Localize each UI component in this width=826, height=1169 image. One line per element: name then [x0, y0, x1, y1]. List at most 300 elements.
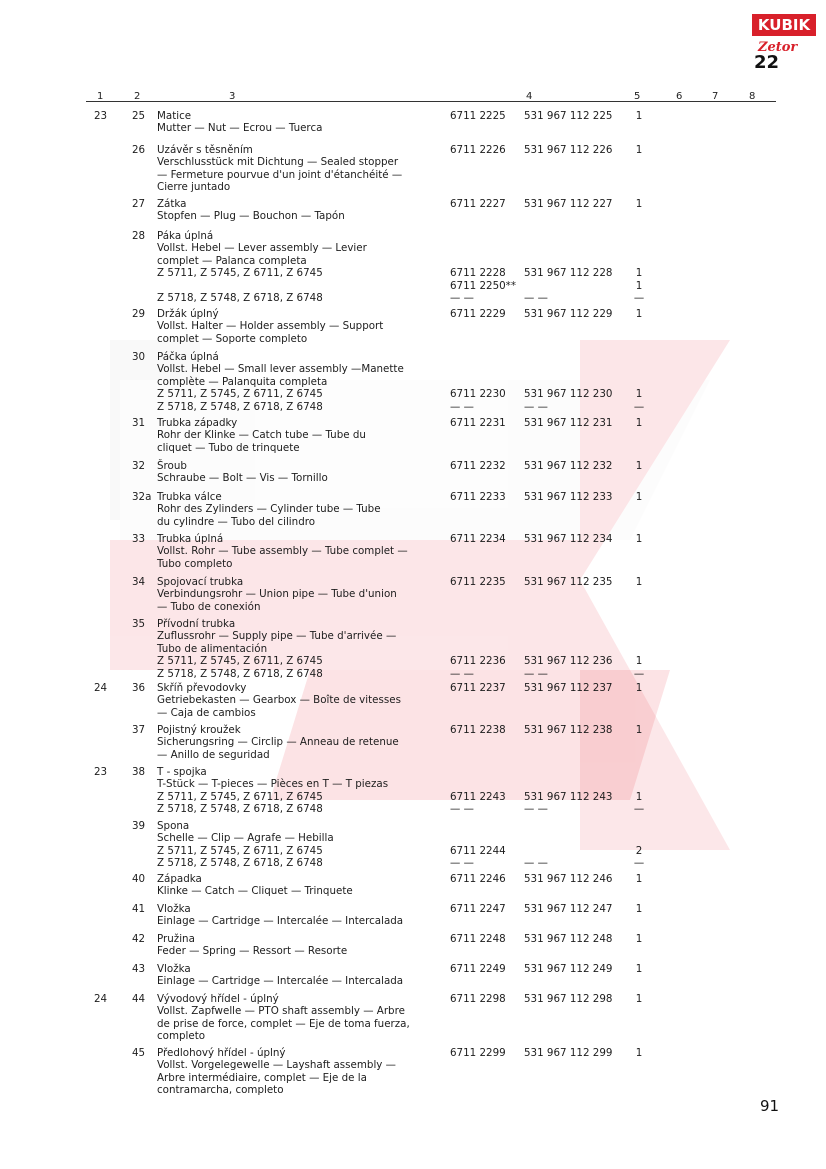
part-number-column	[524, 1047, 616, 1059]
part-number	[524, 376, 616, 388]
catalog-number: 6711 2234	[450, 533, 506, 545]
catalog-number	[450, 618, 514, 630]
catalog-number	[450, 832, 514, 844]
quantity	[631, 820, 647, 832]
part-description	[157, 576, 447, 613]
description-line: T-Stück — T-pieces — Pièces en T — T piezas	[157, 778, 389, 791]
catalog-number: 6711 2243	[450, 790, 506, 803]
catalog-number	[450, 820, 514, 832]
catalog-number	[450, 630, 514, 642]
description-line: Vollst. Zapfwelle — PTO shaft assembly — Arbre	[157, 1005, 405, 1018]
description-line: Tubo de alimentación	[157, 642, 268, 655]
catalog-number: 6711 2233	[450, 491, 506, 503]
description-line: du cylindre — Tubo del cilindro	[157, 515, 316, 528]
description-line: completo	[157, 1030, 206, 1043]
catalog-number-column	[450, 618, 514, 680]
catalog-number: 6711 2250**	[450, 279, 516, 292]
part-number: 531 967 112 235	[524, 576, 613, 588]
description-line: cliquet — Tubo de trinquete	[157, 441, 300, 454]
part-number-column	[524, 144, 616, 156]
quantity: 1	[635, 491, 643, 503]
position-number: 32	[132, 460, 146, 472]
description-line: Z 5711, Z 5745, Z 6711, Z 6745	[157, 388, 323, 401]
logo-wordmark: KUBIK	[752, 14, 816, 36]
quantity-column	[631, 351, 647, 413]
column-header-6: 6	[676, 91, 683, 102]
quantity-column	[631, 491, 647, 503]
description-line: Z 5718, Z 5748, Z 6718, Z 6748	[157, 400, 323, 413]
description-line: Z 5711, Z 5745, Z 6711, Z 6745	[157, 267, 323, 280]
catalog-number-column	[450, 933, 514, 945]
quantity: 2	[635, 844, 643, 857]
position-number: 44	[132, 993, 146, 1005]
description-line: Z 5718, Z 5748, Z 6718, Z 6748	[157, 667, 323, 680]
quantity: —	[633, 857, 645, 870]
part-description	[157, 230, 447, 304]
quantity	[631, 363, 647, 375]
quantity: —	[633, 803, 645, 816]
description-line: Trubka západky	[157, 417, 238, 429]
part-number-column	[524, 351, 616, 413]
catalog-number-column	[450, 820, 514, 870]
catalog-number: 6711 2247	[450, 903, 506, 915]
quantity-column	[631, 963, 647, 975]
part-number: 531 967 112 243	[524, 790, 613, 803]
part-number-column	[524, 933, 616, 945]
position-number: 38	[132, 766, 146, 778]
part-description	[157, 308, 447, 345]
logo-zetor-script: Zetor	[758, 40, 798, 55]
part-number	[524, 845, 616, 857]
description-line: Schelle — Clip — Agrafe — Hebilla	[157, 832, 334, 845]
catalog-number: 6711 2238	[450, 724, 506, 736]
catalog-number-column	[450, 873, 514, 885]
description-line: complet — Palanca completa	[157, 254, 307, 267]
part-description	[157, 724, 447, 761]
catalog-number: 6711 2229	[450, 308, 506, 320]
part-number: 531 967 112 237	[524, 682, 613, 694]
group-number: 23	[94, 766, 108, 778]
description-line: Getriebekasten — Gearbox — Boîte de vitesses	[157, 694, 401, 707]
description-line: Páčka úplná	[157, 351, 219, 363]
part-number: 531 967 112 246	[524, 873, 613, 885]
part-number: 531 967 112 228	[524, 267, 613, 280]
quantity-column	[631, 682, 647, 694]
catalog-number	[450, 778, 514, 790]
catalog-number: 6711 2228	[450, 267, 506, 280]
catalog-number-column	[450, 144, 514, 156]
quantity-column	[631, 873, 647, 885]
quantity	[631, 766, 647, 778]
quantity-column	[631, 766, 647, 816]
description-line: Rohr des Zylinders — Cylinder tube — Tube	[157, 503, 381, 516]
description-line: complète — Palanquita completa	[157, 375, 328, 388]
part-number-column	[524, 198, 616, 210]
quantity	[631, 643, 647, 655]
quantity	[631, 376, 647, 388]
quantity: 1	[635, 417, 643, 429]
column-header-5: 5	[634, 91, 641, 102]
group-number: 23	[94, 110, 108, 122]
catalog-number: 6711 2237	[450, 682, 506, 694]
quantity-column	[631, 417, 647, 429]
quantity	[631, 255, 647, 267]
description-line: Trubka úplná	[157, 533, 224, 545]
description-line: Vývodový hřídel - úplný	[157, 993, 279, 1005]
quantity: 1	[635, 790, 643, 803]
group-number: 24	[94, 993, 108, 1005]
part-number	[524, 643, 616, 655]
part-number	[524, 832, 616, 844]
position-number: 25	[132, 110, 146, 122]
description-line: Rohr der Klinke — Catch tube — Tube du	[157, 429, 366, 442]
catalog-number: 6711 2235	[450, 576, 506, 588]
description-line: Vollst. Vorgelegewelle — Layshaft assembly —	[157, 1059, 396, 1072]
quantity-column	[631, 460, 647, 472]
catalog-number-column	[450, 576, 514, 588]
part-description	[157, 682, 447, 719]
description-line: Vollst. Hebel — Lever assembly — Levier	[157, 242, 367, 255]
catalog-number-column	[450, 417, 514, 429]
quantity: 1	[635, 144, 643, 156]
catalog-number: — —	[450, 857, 474, 870]
catalog-number	[450, 643, 514, 655]
description-line: — Caja de cambios	[157, 706, 256, 719]
catalog-number: 6711 2232	[450, 460, 506, 472]
part-number	[524, 242, 616, 254]
catalog-number	[450, 766, 514, 778]
description-line: Přívodní trubka	[157, 618, 236, 630]
catalog-number: — —	[450, 291, 474, 304]
part-number: 531 967 112 232	[524, 460, 613, 472]
quantity	[631, 832, 647, 844]
catalog-number-column	[450, 993, 514, 1005]
part-description	[157, 963, 447, 988]
description-line: Z 5718, Z 5748, Z 6718, Z 6748	[157, 857, 323, 870]
quantity	[631, 618, 647, 630]
part-description	[157, 533, 447, 570]
description-line: Z 5718, Z 5748, Z 6718, Z 6748	[157, 803, 323, 816]
kubik-zetor-logo	[752, 14, 818, 76]
part-number-column	[524, 963, 616, 975]
catalog-number	[450, 376, 514, 388]
description-line: Stopfen — Plug — Bouchon — Tapón	[157, 210, 345, 223]
part-description	[157, 144, 447, 194]
quantity-column	[631, 903, 647, 915]
part-number: — —	[524, 291, 548, 304]
description-line: Vollst. Halter — Holder assembly — Support	[157, 320, 384, 333]
quantity: —	[633, 667, 645, 680]
position-number: 42	[132, 933, 146, 945]
part-number: 531 967 112 248	[524, 933, 613, 945]
quantity: 1	[635, 724, 643, 736]
description-line: Šroub	[157, 460, 187, 472]
part-number: 531 967 112 227	[524, 198, 613, 210]
part-number: — —	[524, 857, 548, 870]
column-header-1: 1	[97, 91, 104, 102]
quantity-column	[631, 230, 647, 304]
quantity-column	[631, 933, 647, 945]
position-number: 27	[132, 198, 146, 210]
part-number: 531 967 112 247	[524, 903, 613, 915]
quantity	[631, 630, 647, 642]
catalog-number	[450, 242, 514, 254]
part-number-column	[524, 491, 616, 503]
column-header-7: 7	[712, 91, 719, 102]
part-number-column	[524, 820, 616, 870]
part-number-column	[524, 230, 616, 304]
catalog-number-column	[450, 230, 514, 304]
part-number	[524, 618, 616, 630]
part-number: 531 967 112 298	[524, 993, 613, 1005]
part-number	[524, 351, 616, 363]
description-line: — Tubo de conexión	[157, 600, 261, 613]
catalog-number-column	[450, 351, 514, 413]
column-header-3: 3	[229, 91, 236, 102]
part-number: 531 967 112 231	[524, 417, 613, 429]
part-number-column	[524, 873, 616, 885]
description-line: Z 5711, Z 5745, Z 6711, Z 6745	[157, 790, 323, 803]
part-number-column	[524, 724, 616, 736]
part-number-column	[524, 576, 616, 588]
quantity: 1	[635, 267, 643, 280]
description-line: Z 5718, Z 5748, Z 6718, Z 6748	[157, 292, 323, 305]
part-description	[157, 993, 447, 1043]
part-number-column	[524, 618, 616, 680]
description-line: Zátka	[157, 198, 187, 210]
position-number: 28	[132, 230, 146, 242]
description-line: Klinke — Catch — Cliquet — Trinquete	[157, 885, 353, 898]
catalog-number: — —	[450, 803, 474, 816]
description-line: Trubka válce	[157, 491, 222, 503]
part-number: 531 967 112 299	[524, 1047, 613, 1059]
part-description	[157, 873, 447, 898]
quantity: 1	[635, 198, 643, 210]
quantity	[631, 351, 647, 363]
part-number	[524, 255, 616, 267]
part-number: 531 967 112 236	[524, 655, 613, 668]
catalog-number	[450, 351, 514, 363]
catalog-number	[450, 255, 514, 267]
catalog-number: — —	[450, 400, 474, 413]
quantity: 1	[635, 576, 643, 588]
quantity-column	[631, 993, 647, 1005]
part-number-column	[524, 417, 616, 429]
quantity-column	[631, 1047, 647, 1059]
header-rule	[86, 101, 776, 102]
description-line: Spona	[157, 820, 190, 832]
position-number: 33	[132, 533, 146, 545]
description-line: Uzávěr s těsněním	[157, 144, 253, 156]
catalog-number-column	[450, 724, 514, 736]
quantity: 1	[635, 873, 643, 885]
description-line: Zuflussrohr — Supply pipe — Tube d'arrivée —	[157, 630, 397, 643]
logo-number: 22	[754, 52, 780, 73]
description-line: Einlage — Cartridge — Intercalée — Intercalada	[157, 975, 404, 988]
part-number: — —	[524, 803, 548, 816]
quantity-column	[631, 576, 647, 588]
position-number: 41	[132, 903, 146, 915]
quantity: 1	[635, 682, 643, 694]
quantity-column	[631, 618, 647, 680]
position-number: 30	[132, 351, 146, 363]
catalog-number: 6711 2226	[450, 144, 506, 156]
position-number: 40	[132, 873, 146, 885]
catalog-number: 6711 2249	[450, 963, 506, 975]
position-number: 37	[132, 724, 146, 736]
catalog-number-column	[450, 766, 514, 816]
catalog-number: 6711 2236	[450, 655, 506, 668]
description-line: Mutter — Nut — Ecrou — Tuerca	[157, 122, 323, 135]
position-number: 39	[132, 820, 146, 832]
description-line: Vložka	[157, 903, 191, 915]
quantity: 1	[635, 655, 643, 668]
description-line: Spojovací trubka	[157, 576, 244, 588]
description-line: T - spojka	[157, 766, 207, 778]
quantity: 1	[635, 110, 643, 122]
catalog-number: 6711 2227	[450, 198, 506, 210]
catalog-number-column	[450, 963, 514, 975]
position-number: 31	[132, 417, 146, 429]
quantity	[631, 778, 647, 790]
catalog-number	[450, 230, 514, 242]
description-line: Předlohový hřídel - úplný	[157, 1047, 286, 1059]
catalog-number: 6711 2299	[450, 1047, 506, 1059]
quantity-column	[631, 533, 647, 545]
position-number: 43	[132, 963, 146, 975]
position-number: 32a	[132, 491, 152, 503]
description-line: Skříň převodovky	[157, 682, 247, 694]
quantity: 1	[635, 308, 643, 320]
quantity: 1	[635, 963, 643, 975]
description-line: Vollst. Hebel — Small lever assembly —Manette	[157, 363, 404, 376]
part-description	[157, 351, 447, 413]
part-number	[524, 778, 616, 790]
description-line: Z 5711, Z 5745, Z 6711, Z 6745	[157, 844, 323, 857]
part-number: 531 967 112 230	[524, 388, 613, 401]
group-number: 24	[94, 682, 108, 694]
part-number: 531 967 112 234	[524, 533, 613, 545]
part-description	[157, 903, 447, 928]
part-number	[524, 230, 616, 242]
description-line: Z 5711, Z 5745, Z 6711, Z 6745	[157, 655, 323, 668]
description-line: Schraube — Bolt — Vis — Tornillo	[157, 472, 328, 485]
description-line: de prise de force, complet — Eje de toma fuerza,	[157, 1017, 410, 1030]
part-number-column	[524, 460, 616, 472]
catalog-number	[450, 363, 514, 375]
description-line: — Fermeture pourvue d'un joint d'étanchéité —	[157, 168, 403, 181]
description-line: Držák úplný	[157, 308, 219, 320]
description-line: Pojistný kroužek	[157, 724, 241, 736]
quantity: —	[633, 400, 645, 413]
catalog-number: 6711 2298	[450, 993, 506, 1005]
position-number: 29	[132, 308, 146, 320]
catalog-number-column	[450, 110, 514, 122]
position-number: 36	[132, 682, 146, 694]
part-description	[157, 417, 447, 454]
quantity: 1	[635, 388, 643, 401]
description-line: Feder — Spring — Ressort — Resorte	[157, 945, 348, 958]
quantity: 1	[635, 993, 643, 1005]
description-line: Pružina	[157, 933, 195, 945]
position-number: 26	[132, 144, 146, 156]
catalog-number-column	[450, 1047, 514, 1059]
description-line: complet — Soporte completo	[157, 332, 308, 345]
part-number	[524, 820, 616, 832]
column-header-2: 2	[134, 91, 141, 102]
quantity: —	[633, 291, 645, 304]
description-line: Matice	[157, 110, 192, 122]
catalog-number-column	[450, 682, 514, 694]
quantity: 1	[635, 279, 643, 292]
description-line: Verschlusstück mit Dichtung — Sealed stopper	[157, 156, 399, 169]
part-description	[157, 491, 447, 528]
description-line: Tubo completo	[157, 557, 233, 570]
part-number	[524, 630, 616, 642]
description-line: Arbre intermédiaire, complet — Eje de la	[157, 1071, 367, 1084]
quantity-column	[631, 110, 647, 122]
description-line: contramarcha, completo	[157, 1084, 284, 1097]
position-number: 35	[132, 618, 146, 630]
quantity-column	[631, 144, 647, 156]
catalog-number: 6711 2248	[450, 933, 506, 945]
part-number: 531 967 112 233	[524, 491, 613, 503]
part-number: — —	[524, 400, 548, 413]
catalog-number-column	[450, 198, 514, 210]
part-description	[157, 110, 447, 135]
catalog-number-column	[450, 460, 514, 472]
part-number-column	[524, 308, 616, 320]
page-number: 91	[760, 1097, 780, 1115]
quantity: 1	[635, 903, 643, 915]
quantity: 1	[635, 1047, 643, 1059]
description-line: Vložka	[157, 963, 191, 975]
part-number	[524, 280, 616, 292]
part-description	[157, 1047, 447, 1097]
catalog-number-column	[450, 308, 514, 320]
quantity	[631, 242, 647, 254]
description-line: Cierre juntado	[157, 181, 231, 194]
catalog-number: 6711 2225	[450, 110, 506, 122]
column-header-8: 8	[749, 91, 756, 102]
quantity-column	[631, 724, 647, 736]
part-number-column	[524, 993, 616, 1005]
description-line: Vollst. Rohr — Tube assembly — Tube complet —	[157, 545, 408, 558]
quantity: 1	[635, 933, 643, 945]
part-number-column	[524, 533, 616, 545]
quantity: 1	[635, 533, 643, 545]
catalog-number: — —	[450, 667, 474, 680]
part-number-column	[524, 682, 616, 694]
part-description	[157, 618, 447, 680]
part-number-column	[524, 110, 616, 122]
part-number-column	[524, 766, 616, 816]
part-description	[157, 933, 447, 958]
part-number: 531 967 112 249	[524, 963, 613, 975]
quantity: 1	[635, 460, 643, 472]
part-number: 531 967 112 226	[524, 144, 613, 156]
position-number: 45	[132, 1047, 146, 1059]
part-number-column	[524, 903, 616, 915]
part-number: 531 967 112 238	[524, 724, 613, 736]
catalog-number-column	[450, 903, 514, 915]
description-line	[157, 280, 447, 292]
part-description	[157, 766, 447, 816]
description-line: Západka	[157, 873, 202, 885]
part-description	[157, 460, 447, 485]
part-number: 531 967 112 225	[524, 110, 613, 122]
quantity-column	[631, 308, 647, 320]
